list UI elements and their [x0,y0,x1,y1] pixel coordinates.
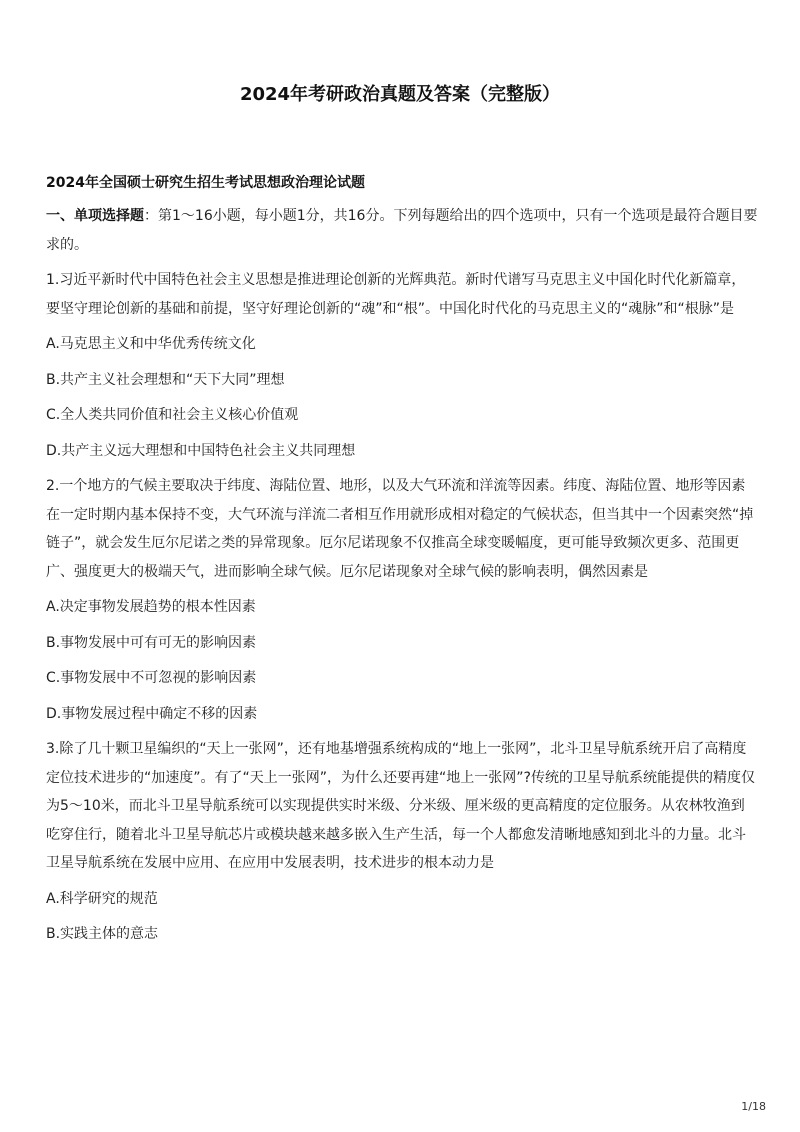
question-stem-1: 1.习近平新时代中国特色社会主义思想是推进理论创新的光辉典范。新时代谱写马克思主义中国化时代化新篇章，要坚守理论创新的基础和前提，坚守好理论创新的“魂”和“根”。中国化时代化的马克思主义的“魂脉”和“根脉”是 [46,272,746,317]
question-1-option-a: A.马克思主义和中华优秀传统文化 [46,336,256,352]
section-heading [46,202,758,259]
question-2-option-d: D.事物发展过程中确定不移的因素 [46,705,258,722]
question-3-option-b: B.实践主体的意志 [46,926,159,942]
question-stem-3: 3.除了几十颗卫星编织的“天上一张网”，还有地基增强系统构成的“地上一张网”，北斗卫星导航系统开启了高精度定位技术进步的“加速度”。有了“天上一张网”，为什么还要再建“地上一张网”?传统的卫星导航系统能提供的精度仅为5～10米，而北斗卫星导航系统可以实现提供实时米级、分米级、厘米级的更高精度的定位服务。从农林牧渔到吃穿住行，随着北斗卫星导航芯片或模块越来越多嵌入生产生活，每一个人都愈发清晰地感知到北斗的力量。北斗卫星导航系统在发展中应用、在应用中发展表明，技术进步的根本动力是 [46,741,755,871]
question-2-option-a: A.决定事物发展趋势的根本性因素 [46,599,256,615]
document-title: 2024年考研政治真题及答案（完整版） [239,84,561,105]
section-instruction: ：第1～16小题，每小题1分，共16分。下列每题给出的四个选项中，只有一个选项是最符合题目要求的。 [46,208,758,253]
question-3-option-a: A.科学研究的规范 [46,890,158,907]
document-body [46,202,758,956]
question-stem-2: 2.一个地方的气候主要取决于纬度、海陆位置、地形，以及大气环流和洋流等因素。纬度、海陆位置、地形等因素在一定时期内基本保持不变，大气环流与洋流二者相互作用就形成相对稳定的气候状态，但当其中一个因素突然“掉链子”，就会发生厄尔尼诺之类的异常现象。厄尔尼诺现象不仅推高全球变暖幅度，更可能导致频次更多、范围更广、强度更大的极端天气，进而影响全球气候。厄尔尼诺现象对全球气候的影响表明，偶然因素是 [46,478,754,580]
question-2-option-c: C.事物发展中不可忽视的影响因素 [46,670,257,686]
page-number: 1/18 [741,1100,766,1113]
question-1-option-b: B.共产主义社会理想和“天下大同”理想 [46,371,285,388]
question-1-option-d: D.共产主义远大理想和中国特色社会主义共同理想 [46,442,356,459]
exam-title: 2024年全国硕士研究生招生考试思想政治理论试题 [46,175,365,191]
section-label: 一、单项选择题 [46,208,144,224]
question-2-option-b: B.事物发展中可有可无的影响因素 [46,634,257,651]
question-1-option-c: C.全人类共同价值和社会主义核心价值观 [46,407,299,423]
